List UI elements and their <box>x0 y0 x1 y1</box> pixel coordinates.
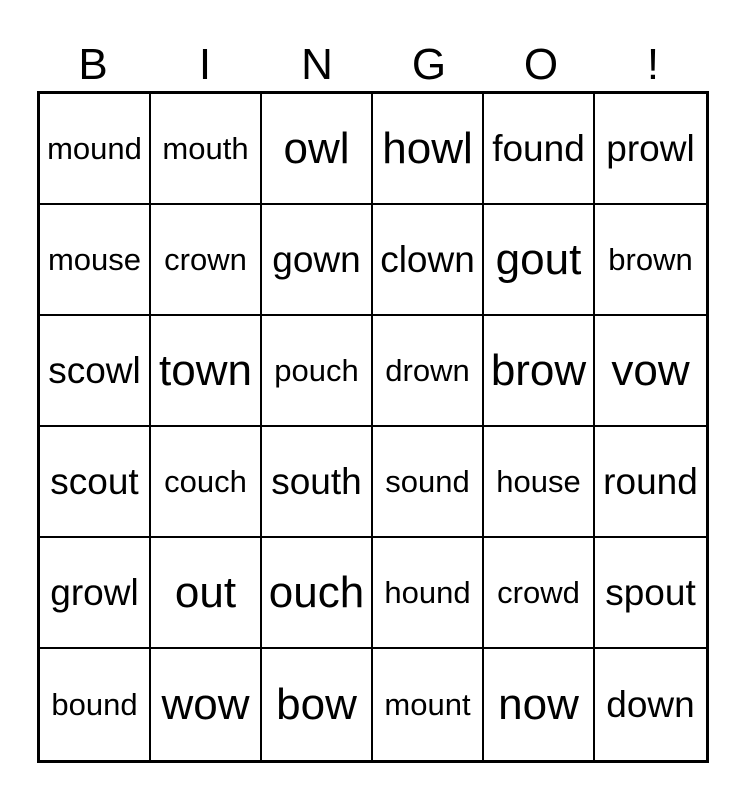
bingo-cell[interactable]: gown <box>262 205 373 316</box>
bingo-cell[interactable]: drown <box>373 316 484 427</box>
bingo-cell[interactable]: spout <box>595 538 706 649</box>
bingo-cell[interactable]: crown <box>151 205 262 316</box>
header-letter-i: I <box>198 40 212 89</box>
bingo-cell[interactable]: town <box>151 316 262 427</box>
header-letter-g: G <box>411 40 447 89</box>
bingo-cell[interactable]: out <box>151 538 262 649</box>
bingo-cell[interactable]: mount <box>373 649 484 760</box>
bingo-cell[interactable]: crowd <box>484 538 595 649</box>
bingo-cell[interactable]: sound <box>373 427 484 538</box>
bingo-cell[interactable]: pouch <box>262 316 373 427</box>
header-letter-n: N <box>301 40 333 89</box>
bingo-cell[interactable]: found <box>484 94 595 205</box>
bingo-cell[interactable]: gout <box>484 205 595 316</box>
bingo-cell[interactable]: mouth <box>151 94 262 205</box>
bingo-cell[interactable]: vow <box>595 316 706 427</box>
bingo-cell[interactable]: owl <box>262 94 373 205</box>
bingo-cell[interactable]: brown <box>595 205 706 316</box>
bingo-cell[interactable]: scout <box>40 427 151 538</box>
bingo-cell[interactable]: clown <box>373 205 484 316</box>
bingo-cell[interactable]: down <box>606 683 695 725</box>
bingo-cell[interactable]: bow <box>262 649 373 760</box>
bingo-cell[interactable]: round <box>595 427 706 538</box>
bingo-cell[interactable]: house <box>484 427 595 538</box>
bingo-cell[interactable]: bound <box>40 649 151 760</box>
bingo-cell[interactable]: mound <box>40 94 151 205</box>
bingo-cell[interactable]: howl <box>373 94 484 205</box>
bingo-cell[interactable]: ouch <box>262 538 373 649</box>
bingo-cell[interactable]: hound <box>373 538 484 649</box>
header-letter-b: B <box>78 40 108 89</box>
header-exclamation: ! <box>646 40 660 89</box>
bingo-cell[interactable]: couch <box>151 427 262 538</box>
bingo-cell[interactable]: wow <box>151 649 262 760</box>
bingo-cell[interactable]: mouse <box>40 205 151 316</box>
bingo-cell[interactable]: south <box>262 427 373 538</box>
bingo-cell[interactable]: now <box>484 649 595 760</box>
header-letter-o: O <box>523 40 559 89</box>
bingo-cell[interactable]: prowl <box>595 94 706 205</box>
bingo-cell[interactable]: growl <box>40 538 151 649</box>
bingo-header <box>37 38 709 92</box>
bingo-cell[interactable]: brow <box>484 316 595 427</box>
bingo-cell[interactable]: scowl <box>40 316 151 427</box>
bingo-board <box>37 91 709 763</box>
